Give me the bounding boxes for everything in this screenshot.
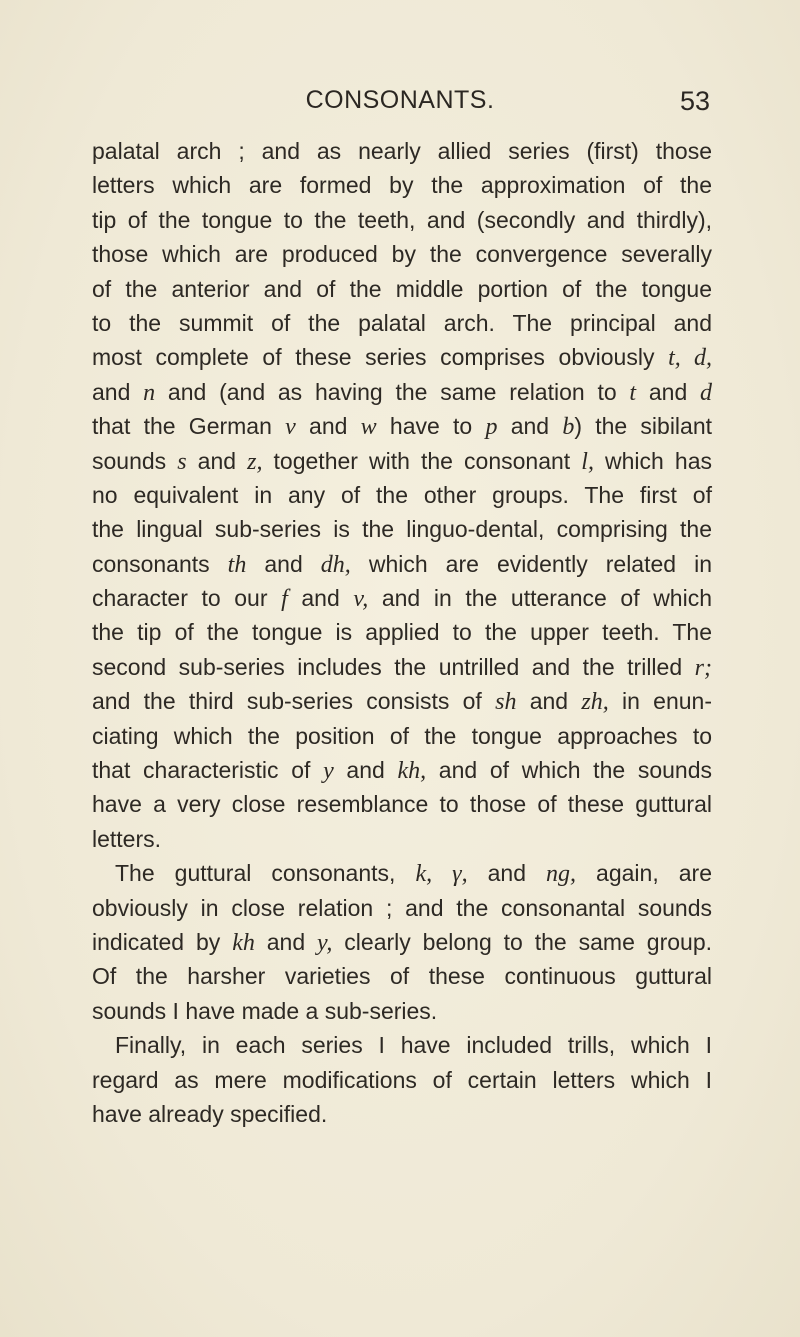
text-line — [92, 1063, 712, 1097]
text-line — [92, 134, 712, 168]
text-run: and — [287, 585, 354, 612]
italic-text: f — [281, 586, 288, 613]
text-line — [92, 856, 712, 890]
text-run: ciating which the position of the tongue approaches to — [92, 722, 712, 749]
text-line — [92, 650, 712, 684]
text-line — [92, 168, 712, 202]
text-line — [92, 444, 712, 478]
text-line — [92, 409, 712, 443]
italic-text: r; — [694, 654, 712, 681]
text-line — [92, 547, 712, 581]
italic-text: zh, — [581, 689, 609, 716]
text-line — [92, 1028, 712, 1062]
text-run: palatal arch ; and as nearly allied series (first) those — [92, 138, 712, 164]
text-line — [92, 684, 712, 718]
page-number: 53 — [679, 86, 710, 116]
italic-text: v, — [353, 586, 369, 613]
text-line — [92, 306, 712, 340]
text-run: which has — [593, 447, 712, 474]
text-run: obviously in close relation ; and the consonantal sounds — [92, 894, 712, 921]
text-run: letters which are formed by the approximation of the — [92, 172, 712, 199]
text-run: and — [333, 757, 398, 784]
running-head — [90, 86, 710, 120]
text-run: Finally, in each series I have included trills, which I — [115, 1032, 712, 1059]
text-run: no equivalent in any of the other groups. The first of — [92, 481, 712, 508]
running-title: CONSONANTS. — [305, 86, 495, 114]
italic-text: n — [143, 379, 156, 406]
text-run: and — [295, 413, 361, 440]
text-run: second sub-series includes the untrilled and the trilled — [92, 653, 695, 680]
text-run: and of which the sounds — [426, 757, 712, 784]
text-run: Of the harsher varieties of these continuous guttural — [92, 963, 712, 990]
text-run: and (and as having the same relation to — [155, 378, 630, 405]
text-line — [92, 512, 712, 546]
text-run: the tip of the tongue is applied to the upper teeth. The — [92, 619, 712, 646]
text-line — [92, 994, 712, 1028]
text-run: clearly belong to the same group. — [332, 928, 712, 955]
italic-text: d — [700, 379, 713, 406]
text-run: have a very close resemblance to those of these guttural — [92, 791, 712, 818]
text-run: have to — [376, 413, 486, 440]
text-run: in enun- — [608, 688, 713, 715]
italic-text: t — [629, 379, 637, 406]
text-line — [92, 959, 712, 993]
text-line — [92, 375, 712, 409]
text-run: letters. — [92, 825, 162, 852]
italic-text: v — [285, 414, 296, 441]
text-run: and — [497, 413, 563, 440]
text-run: most complete of these series comprises obviously — [92, 344, 669, 371]
italic-text: kh, — [397, 758, 427, 785]
italic-text: kh — [232, 929, 255, 956]
italic-text: y, — [317, 929, 333, 956]
text-line — [92, 581, 712, 615]
italic-text: k, — [415, 861, 433, 888]
italic-text: y — [323, 758, 334, 785]
text-run: regard as mere modifications of certain letters which I — [92, 1066, 712, 1093]
text-run: sounds — [92, 447, 178, 474]
text-line — [92, 340, 712, 374]
text-run: and — [254, 928, 318, 955]
text-line — [92, 1097, 712, 1131]
text-run — [432, 860, 452, 886]
text-line — [92, 272, 712, 306]
text-run: and — [186, 447, 248, 474]
text-line — [92, 615, 712, 649]
italic-text: dh, — [320, 551, 351, 578]
text-run: that characteristic of — [92, 757, 324, 784]
text-run: The guttural consonants, — [115, 860, 416, 887]
text-line — [92, 787, 712, 821]
italic-text: l, — [581, 448, 594, 475]
text-run: and — [516, 688, 582, 715]
text-line — [92, 719, 712, 753]
text-run: and the third sub-series consists of — [92, 688, 496, 715]
text-run: indicated by — [92, 928, 233, 955]
text-line — [92, 203, 712, 237]
text-line — [92, 822, 712, 856]
text-run: ) the sibilant — [574, 413, 713, 440]
body-text — [92, 134, 712, 1131]
text-run: character to our — [92, 585, 282, 612]
italic-text: w — [360, 414, 377, 441]
text-run: sounds I have made a sub-series. — [92, 997, 438, 1024]
text-run: the lingual sub-series is the linguo-dental, comprising the — [92, 516, 712, 543]
text-line — [92, 237, 712, 271]
text-run: and — [467, 860, 547, 887]
text-run: that the German — [92, 413, 286, 440]
text-run: which are evidently related in — [350, 550, 713, 577]
text-run: those which are produced by the convergence severally — [92, 241, 712, 268]
text-line — [92, 478, 712, 512]
text-run: again, are — [576, 860, 712, 887]
text-line — [92, 753, 712, 787]
text-run: to the summit of the palatal arch. The principal and — [92, 309, 712, 336]
italic-text: t, d, — [668, 345, 713, 372]
italic-text: th — [227, 551, 247, 578]
text-line — [92, 891, 712, 925]
text-run: consonants — [92, 550, 228, 577]
italic-text: s — [177, 448, 187, 475]
text-run: of the anterior and of the middle portion of the tongue — [92, 275, 712, 302]
italic-text: sh — [495, 689, 517, 716]
text-run: and in the utterance of which — [368, 585, 712, 612]
text-line — [92, 925, 712, 959]
text-run: have already specified. — [92, 1100, 328, 1127]
text-run: and — [92, 378, 144, 405]
text-run: tip of the tongue to the teeth, and (secondly and thirdly), — [92, 206, 712, 233]
text-run: together with the consonant — [262, 447, 582, 474]
text-run: and — [636, 378, 701, 405]
italic-text: ng, — [546, 861, 577, 888]
italic-text: γ, — [452, 861, 468, 888]
italic-text: b — [562, 414, 575, 441]
text-run: and — [246, 550, 321, 577]
italic-text: p — [485, 414, 498, 441]
italic-text: z, — [247, 448, 263, 475]
